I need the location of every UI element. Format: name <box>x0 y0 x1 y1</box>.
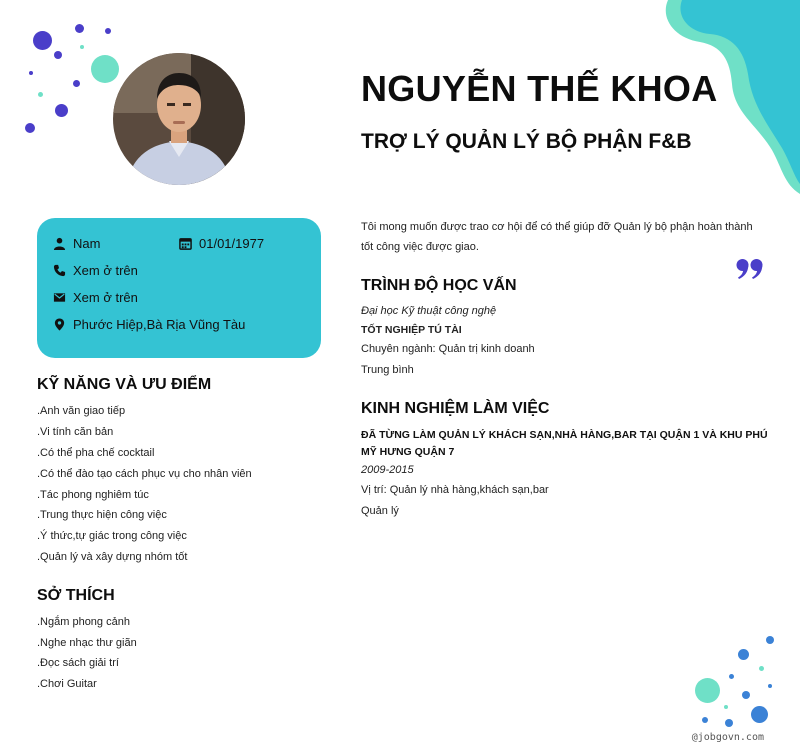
watermark: @jobgovn.com <box>691 732 764 743</box>
hobby-item: .Nghe nhạc thư giãn <box>37 637 137 649</box>
experience-period: 2009-2015 <box>361 464 414 476</box>
school-name: Đại học Kỹ thuật công nghệ <box>361 305 497 317</box>
gender-value: Nam <box>73 236 101 251</box>
address-row <box>53 317 245 332</box>
location-pin-icon <box>53 318 66 331</box>
skill-item: .Vi tính căn bản <box>37 426 114 438</box>
personal-info-card <box>37 218 321 358</box>
education-title: TRÌNH ĐỘ HỌC VẤN <box>361 277 517 294</box>
skill-item: .Quản lý và xây dựng nhóm tốt <box>37 551 188 563</box>
skill-item: .Anh văn giao tiếp <box>37 405 126 417</box>
hobby-item: .Ngắm phong cảnh <box>37 616 130 628</box>
hobby-item: .Đọc sách giải trí <box>37 657 119 669</box>
experience-position: Vị trí: Quản lý nhà hàng,khách sạn,bar <box>361 484 549 496</box>
person-icon <box>53 237 66 250</box>
quote-icon <box>736 258 764 280</box>
skills-title: KỸ NĂNG VÀ ƯU ĐIỂM <box>37 376 212 393</box>
gender-row <box>53 236 100 251</box>
phone-value: Xem ở trên <box>73 263 138 278</box>
hobbies-title: SỞ THÍCH <box>37 587 115 604</box>
skill-item: .Có thể pha chế cocktail <box>37 447 155 459</box>
calendar-icon <box>179 237 192 250</box>
experience-heading: ĐÃ TỪNG LÀM QUẢN LÝ KHÁCH SẠN,NHÀ HÀNG,BAR TẠI QUẬN 1 VÀ KHU PHÚ MỸ HƯNG QUẬN 7 <box>361 429 768 458</box>
dob-value: 01/01/1977 <box>199 236 265 251</box>
phone-row <box>53 263 138 278</box>
experience-title: KINH NGHIỆM LÀM VIỆC <box>361 400 550 417</box>
email-value: Xem ở trên <box>73 290 138 305</box>
candidate-name: NGUYỄN THẾ KHOA <box>361 68 718 109</box>
grade: Trung bình <box>361 364 414 376</box>
profile-photo <box>113 53 245 185</box>
phone-icon <box>53 264 66 277</box>
address-value: Phước Hiệp,Bà Rịa Vũng Tàu <box>73 317 246 332</box>
skill-item: .Có thể đào tạo cách phục vụ cho nhân viên <box>37 468 252 480</box>
job-title: TRỢ LÝ QUẢN LÝ BỘ PHẬN F&B <box>361 130 692 153</box>
dob-row <box>179 236 264 251</box>
experience-detail: Quản lý <box>361 505 399 517</box>
skill-item: .Trung thực hiện công việc <box>37 509 167 521</box>
major: Chuyên ngành: Quản trị kinh doanh <box>361 343 535 355</box>
skill-item: .Ý thức,tự giác trong công việc <box>37 530 187 542</box>
mail-icon <box>53 291 66 304</box>
degree: TỐT NGHIỆP TÚ TÀI <box>361 324 462 336</box>
skill-item: .Tác phong nghiêm túc <box>37 489 149 501</box>
career-objective: Tôi mong muốn được trao cơ hội để có thể giúp đỡ Quản lý bộ phận hoàn thành tốt công việc được giao. <box>361 221 753 253</box>
email-row <box>53 290 138 305</box>
hobby-item: .Chơi Guitar <box>37 678 97 690</box>
